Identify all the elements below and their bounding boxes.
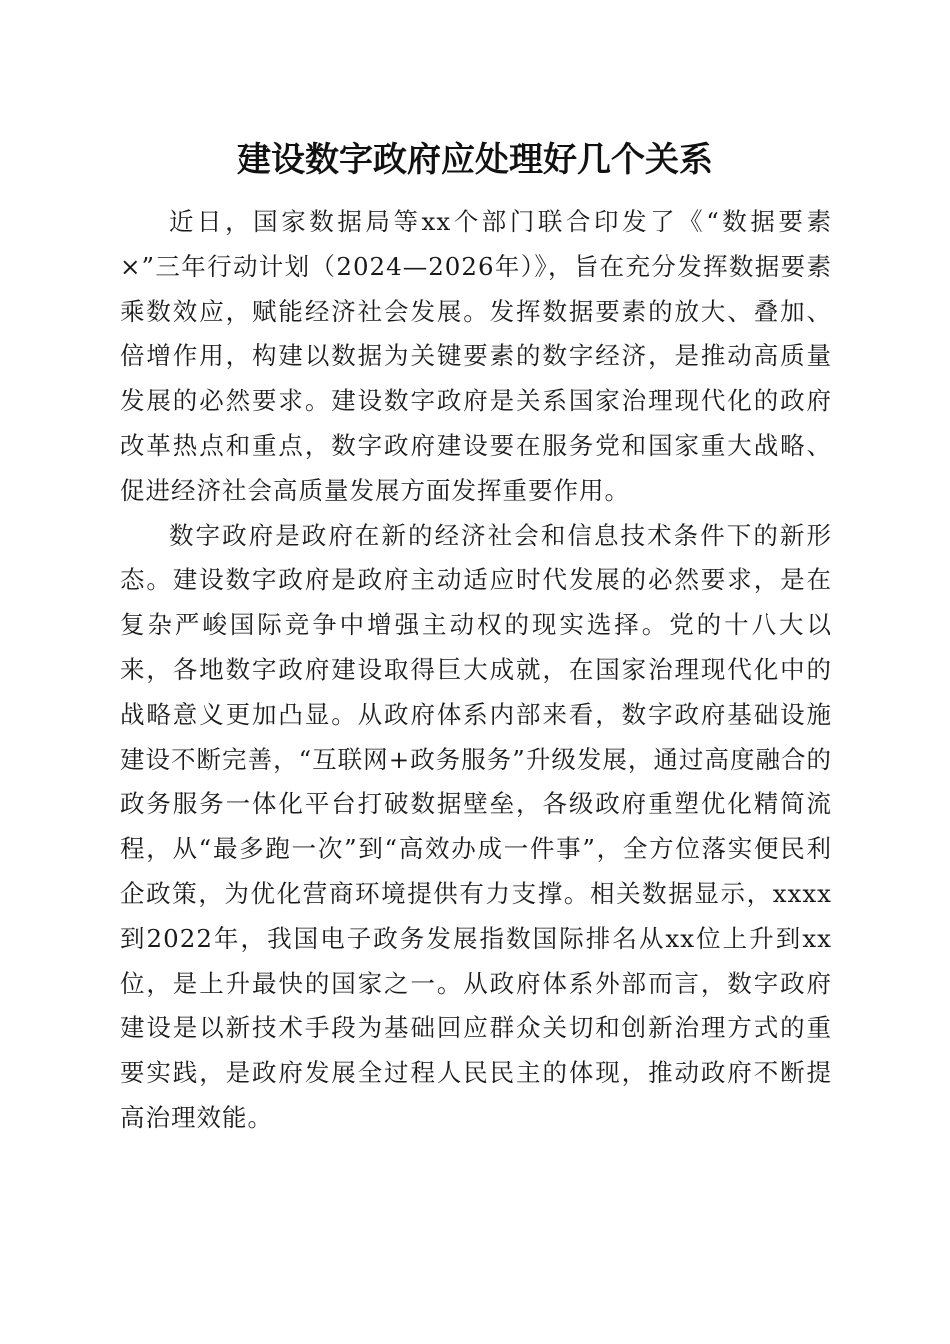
- document-title: 建设数字政府应处理好几个关系: [237, 140, 713, 180]
- document-body: [120, 200, 832, 1141]
- paragraph-1: 近日，国家数据局等xx个部门联合印发了《“数据要素×”三年行动计划（2024—2026年）》，旨在充分发挥数据要素乘数效应，赋能经济社会发展。发挥数据要素的放大、叠加、倍增作用，构建以数据为关键要素的数字经济，是推动高质量发展的必然要求。建设数字政府是关系国家治理现代化的政府改革热点和重点，数字政府建设要在服务党和国家重大战略、促进经济社会高质量发展方面发挥重要作用。: [120, 207, 832, 505]
- paragraph-2: 数字政府是政府在新的经济社会和信息技术条件下的新形态。建设数字政府是政府主动适应时代发展的必然要求，是在复杂严峻国际竞争中增强主动权的现实选择。党的十八大以来，各地数字政府建设取得巨大成就，在国家治理现代化中的战略意义更加凸显。从政府体系内部来看，数字政府基础设施建设不断完善，“互联网+政务服务”升级发展，通过高度融合的政务服务一体化平台打破数据壁垒，各级政府重塑优化精简流程，从“最多跑一次”到“高效办成一件事”，全方位落实便民利企政策，为优化营商环境提供有力支撑。相关数据显示，xxxx到2022年，我国电子政务发展指数国际排名从xx位上升到xx位，是上升最快的国家之一。从政府体系外部而言，数字政府建设是以新技术手段为基础回应群众关切和创新治理方式的重要实践，是政府发展全过程人民民主的体现，推动政府不断提高治理效能。: [120, 520, 832, 1132]
